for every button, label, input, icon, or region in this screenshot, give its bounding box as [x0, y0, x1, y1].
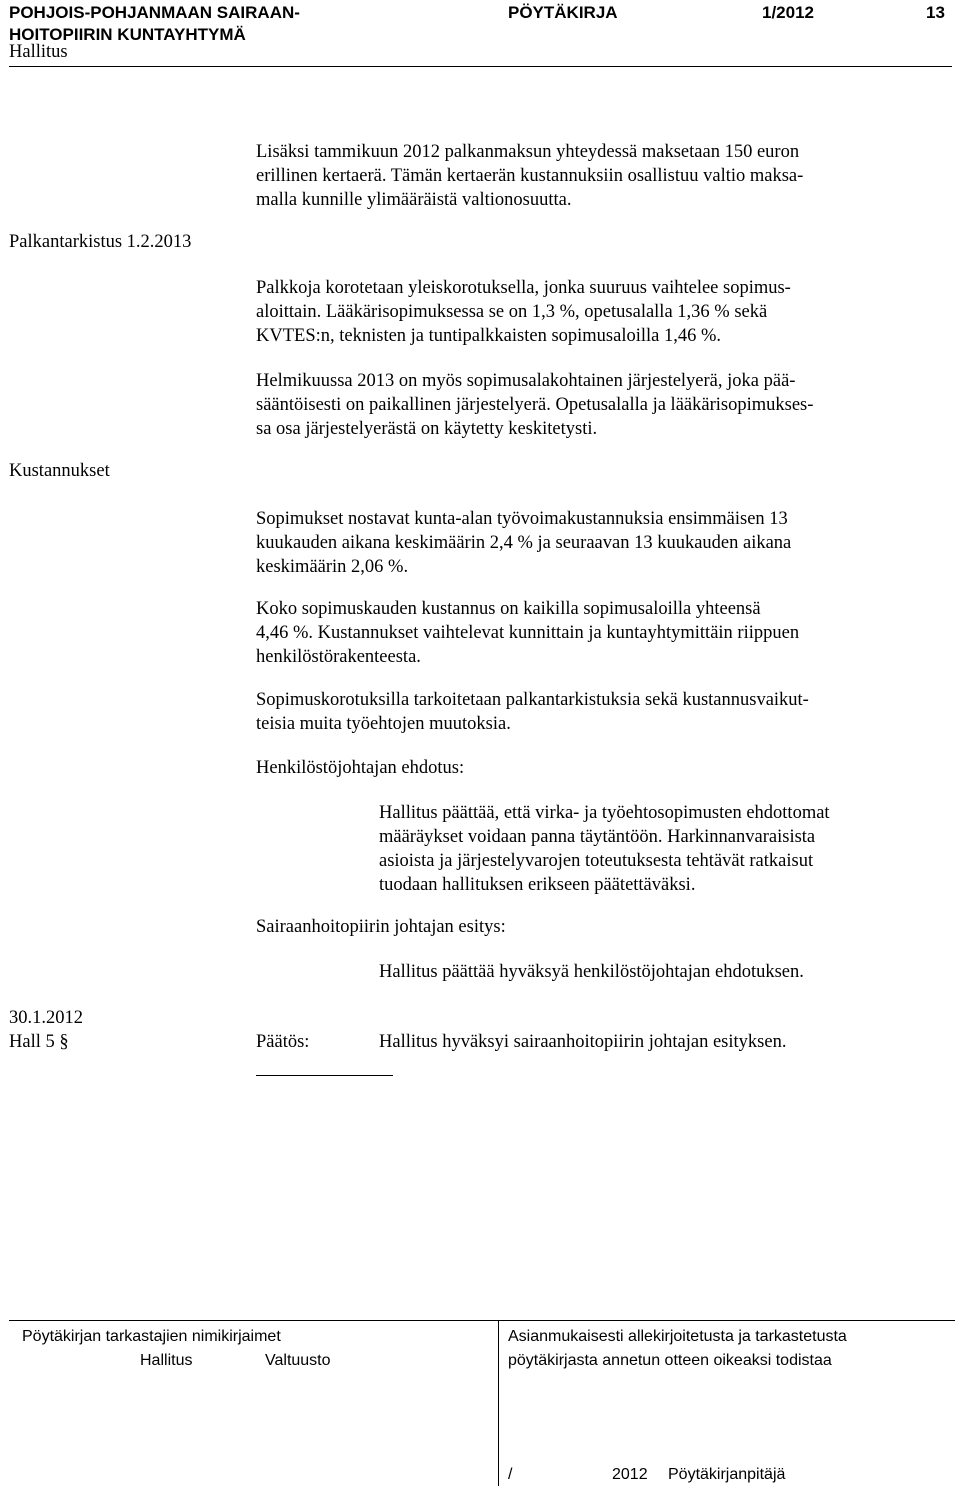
- paragraph-tyovoimakustannukset: [256, 507, 791, 579]
- footer-year: 2012: [612, 1466, 648, 1483]
- paragraph-kertaera: [256, 140, 803, 212]
- text-line: KVTES:n, teknisten ja tuntipalkkaisten sopimusaloilla 1,46 %.: [256, 326, 722, 346]
- text-line: malla kunnille ylimääräistä valtionosuutta.: [256, 190, 572, 210]
- paragraph-sopimuskorotukset: [256, 688, 809, 736]
- margin-kustannukset: Kustannukset: [9, 461, 110, 481]
- text-line: henkilöstörakenteesta.: [256, 647, 421, 667]
- footer-rule: [9, 1320, 955, 1321]
- decision-label: Päätös:: [256, 1032, 310, 1052]
- text-line: teisia muita työehtojen muutoksia.: [256, 714, 511, 734]
- footer-minutes-keeper: Pöytäkirjanpitäjä: [668, 1466, 786, 1483]
- footer-valtuusto: Valtuusto: [265, 1352, 331, 1369]
- section-title: Hallitus: [9, 42, 68, 62]
- esitys-text: Hallitus päättää hyväksyä henkilöstöjohtajan ehdotuksen.: [379, 962, 804, 982]
- text-line: tuodaan hallituksen erikseen päätettäväksi.: [379, 875, 696, 895]
- paragraph-jarjestelyera: [256, 369, 813, 441]
- footer-hallitus: Hallitus: [140, 1352, 193, 1369]
- text-line: keskimäärin 2,06 %.: [256, 557, 409, 577]
- footer-certification-line1: Asianmukaisesti allekirjoitetusta ja tarkastetusta: [508, 1328, 847, 1345]
- proposal-label: Henkilöstöjohtajan ehdotus:: [256, 758, 465, 778]
- text-line: kuukauden aikana keskimäärin 2,4 % ja seuraavan 13 kuukauden aikana: [256, 533, 792, 553]
- text-line: Palkkoja korotetaan yleiskorotuksella, jonka suuruus vaihtelee sopimus-: [256, 278, 791, 298]
- text-line: Lisäksi tammikuun 2012 palkanmaksun yhteydessä maksetaan 150 euron: [256, 142, 800, 162]
- closing-rule: [256, 1075, 393, 1076]
- page-number: 13: [926, 3, 945, 22]
- text-line: aloittain. Lääkärisopimuksessa se on 1,3 %, opetusalalla 1,36 % sekä: [256, 302, 768, 322]
- text-line: Helmikuussa 2013 on myös sopimusalakohtainen järjestelyerä, joka pää-: [256, 371, 796, 391]
- proposal-text: [379, 801, 830, 897]
- header-rule: [9, 66, 952, 67]
- margin-palkantarkistus: Palkantarkistus 1.2.2013: [9, 232, 192, 252]
- footer-certification-line2: pöytäkirjasta annetun otteen oikeaksi todistaa: [508, 1352, 832, 1369]
- paragraph-yleiskorotus: [256, 276, 791, 348]
- text-line: erillinen kertaerä. Tämän kertaerän kustannuksiin osallistuu valtio maksa-: [256, 166, 804, 186]
- paragraph-sopimuskausi: [256, 597, 799, 669]
- text-line: sääntöisesti on paikallinen järjestelyerä. Opetusalalla ja lääkärisopimukses-: [256, 395, 814, 415]
- org-name-line2: HOITOPIIRIN KUNTAYHTYMÄ: [9, 25, 246, 44]
- text-line: Sopimukset nostavat kunta-alan työvoimakustannuksia ensimmäisen 13: [256, 509, 788, 529]
- text-line: Koko sopimuskauden kustannus on kaikilla sopimusaloilla yhteensä: [256, 599, 761, 619]
- item-number: Hall 5 §: [9, 1032, 69, 1052]
- text-line: 4,46 %. Kustannukset vaihtelevat kunnittain ja kuntayhtymittäin riippuen: [256, 623, 800, 643]
- text-line: asioista ja järjestelyvarojen toteutuksesta tehtävät ratkaisut: [379, 851, 814, 871]
- text-line: sa osa järjestelyerästä on käytetty keskitetysti.: [256, 419, 598, 439]
- decision-text: Hallitus hyväksyi sairaanhoitopiirin johtajan esityksen.: [379, 1032, 787, 1052]
- footer-date-slash: /: [508, 1466, 513, 1483]
- footer-divider: [498, 1320, 499, 1486]
- text-line: määräykset voidaan panna täytäntöön. Harkinnanvaraisista: [379, 827, 816, 847]
- org-name-line1: POHJOIS-POHJANMAAN SAIRAAN-: [9, 3, 300, 22]
- text-line: Sopimuskorotuksilla tarkoitetaan palkantarkistuksia sekä kustannusvaikut-: [256, 690, 809, 710]
- esitys-label: Sairaanhoitopiirin johtajan esitys:: [256, 917, 506, 937]
- text-line: Hallitus päättää, että virka- ja työehtosopimusten ehdottomat: [379, 803, 830, 823]
- footer-inspectors-title: Pöytäkirjan tarkastajien nimikirjaimet: [22, 1328, 281, 1345]
- meeting-date: 30.1.2012: [9, 1008, 83, 1028]
- document-number: 1/2012: [762, 3, 814, 22]
- document-type: PÖYTÄKIRJA: [508, 3, 618, 22]
